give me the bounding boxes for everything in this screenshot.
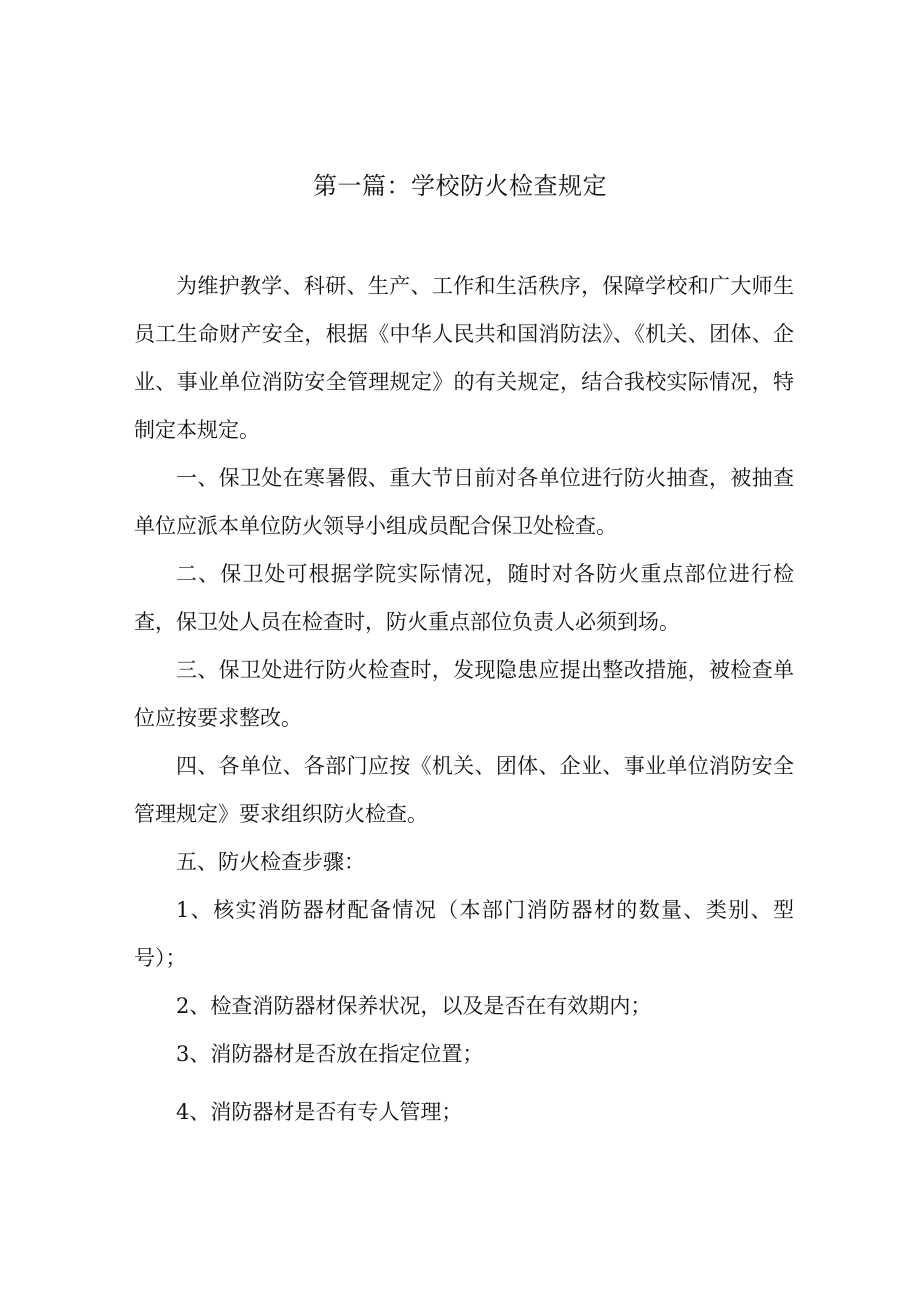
paragraph-item-5: 五、防火检查步骤：	[176, 850, 365, 874]
step-2: 2、检查消防器材保养状况，以及是否在有效期内；	[176, 994, 652, 1018]
paragraph-preamble: 为维护教学、科研、生产、工作和生活秩序，保障学校和广大师生员工生命财产安全，根据《中华人民共和国消防法》、《机关、团体、企业、事业单位消防安全管理规定》的有关规定，结合我校实际情况，特制定本规定。	[134, 274, 794, 442]
document-title: 第一篇：学校防火检查规定	[313, 172, 607, 200]
paragraph-item-1: 一、保卫处在寒暑假、重大节日前对各单位进行防火抽查，被抽查单位应派本单位防火领导小组成员配合保卫处检查。	[134, 466, 794, 538]
step-1: 1、核实消防器材配备情况（本部门消防器材的数量、类别、型号）；	[134, 898, 794, 970]
step-3: 3、消防器材是否放在指定位置；	[176, 1042, 484, 1066]
paragraph-item-4: 四、各单位、各部门应按《机关、团体、企业、事业单位消防安全管理规定》要求组织防火检查。	[134, 754, 794, 826]
document-body	[134, 262, 794, 1136]
step-4: 4、消防器材是否有专人管理；	[176, 1100, 463, 1124]
paragraph-item-3: 三、保卫处进行防火检查时，发现隐患应提出整改措施，被检查单位应按要求整改。	[134, 658, 794, 730]
paragraph-item-2: 二、保卫处可根据学院实际情况，随时对各防火重点部位进行检查，保卫处人员在检查时，防火重点部位负责人必须到场。	[134, 562, 794, 634]
